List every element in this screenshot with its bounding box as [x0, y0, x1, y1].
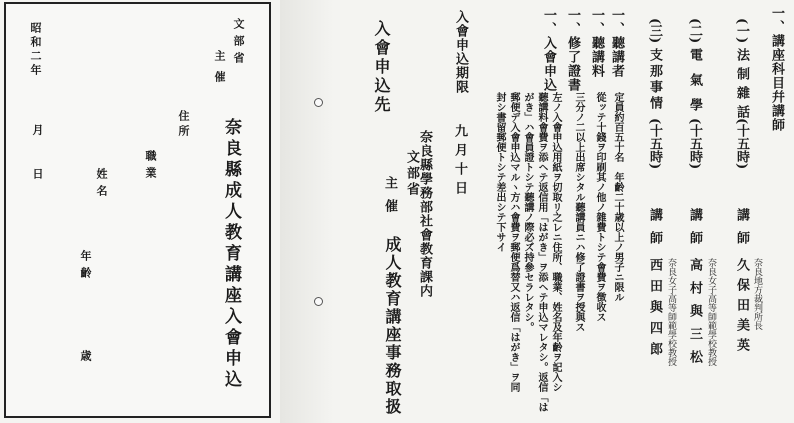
form-age-unit: 歳 — [79, 350, 92, 361]
form-day: 日 — [31, 168, 44, 179]
subject-2-teacher: 高村與三松 — [687, 258, 702, 373]
subject-3-teacher: 西田與四郎 — [647, 258, 662, 363]
middle-office: 成人教育講座事務取扱 — [383, 236, 402, 416]
form-name-label: 姓名 — [95, 168, 108, 202]
item-application-line-1: 左ノ入會申込用紙ヲ切取リ之レニ住所、職業、姓名及年齡ヲ記入シ — [550, 92, 561, 392]
subject-2-hours: (十五時) — [687, 118, 702, 170]
item-certificate-text: 三分ノ二以上出席シタル聽講員ニハ修了證書ヲ授與ス — [573, 92, 584, 332]
subject-2-role: 講師 — [687, 208, 702, 254]
item-application-line-3: がき」ハ會員證トシテ聽講ノ際必ズ持參セラレタシ。 — [522, 92, 533, 332]
item-application-line-2: 聽講料會費ヲ添ヘテ返信用「はがき」ヲ添ヘテ申込マレタシ。返信「は — [536, 92, 547, 412]
middle-sponsor-label: 主催 — [382, 176, 397, 222]
deadline-date: 九月十日 — [452, 124, 467, 200]
item-fee-label: 一、聽講料 — [589, 8, 604, 78]
middle-department: 奈良縣學務部社會教育課内 — [417, 130, 432, 298]
subject-1-teacher: 久保田美英 — [734, 258, 749, 358]
subject-3-hours: (十五時) — [647, 118, 662, 170]
item-certificate-label: 一、修了證書 — [565, 8, 580, 92]
form-month: 月 — [31, 124, 44, 135]
subject-1-hours: (十五時) — [734, 118, 749, 170]
form-sponsor-label: 主催 — [213, 50, 226, 92]
subject-2-affiliation: 奈良女子高等師範學校教授 — [706, 258, 716, 366]
punch-hole — [314, 297, 323, 306]
form-age-label: 年齡 — [79, 250, 92, 284]
subject-1-number: (一) — [734, 18, 749, 44]
form-organizers: 文部省 — [232, 18, 245, 69]
subject-2-number: (二) — [687, 18, 702, 44]
subject-1-affiliation: 奈良地方裁判所長 — [752, 258, 762, 330]
item-application-label: 一、入會申込 — [541, 8, 556, 92]
deadline-label: 入會申込期限 — [453, 10, 468, 94]
subject-3-affiliation: 奈良女子高等師範學校教授 — [666, 258, 676, 366]
middle-organizers: 文部省 — [404, 150, 419, 198]
subject-3-name: 支那事情 — [647, 48, 662, 112]
form-title: 奈良縣成人教育講座入會申込 — [221, 118, 241, 391]
item-application-line-5: 封シ書留郵便トシテ差出シテ下サイ — [494, 92, 505, 252]
page-gutter-shade — [280, 0, 370, 423]
course-section-title: 一、講座科目幷講師 — [769, 6, 784, 132]
subject-2-name: 電氣學 — [687, 48, 702, 123]
subject-3-number: (三) — [647, 18, 662, 44]
punch-hole — [314, 98, 323, 107]
form-address-label: 住所 — [177, 110, 190, 140]
form-occupation-label: 職業 — [144, 150, 157, 184]
destination-heading: 入會申込先 — [372, 20, 391, 115]
item-application-line-4: 郵便デ入會申込マルヽ方ハ會費ヲ郵便爲替又ハ返信「はがき」ヲ同 — [508, 92, 519, 392]
form-date-era: 昭和二年 — [29, 22, 42, 78]
item-attendees-text: 定員約百五十名 年齡二十歳以上ノ男子ニ限ル — [612, 92, 623, 302]
subject-1-role: 講師 — [734, 208, 749, 254]
subject-1-name: 法制雜話 — [734, 48, 749, 124]
subject-3-role: 講師 — [647, 208, 662, 254]
item-attendees-label: 一、聽講者 — [609, 8, 624, 78]
item-fee-text: 從ッテ十錢ヲ印刷其ノ他ノ雜費トシテ會費ヲ徴收ス — [594, 92, 605, 322]
